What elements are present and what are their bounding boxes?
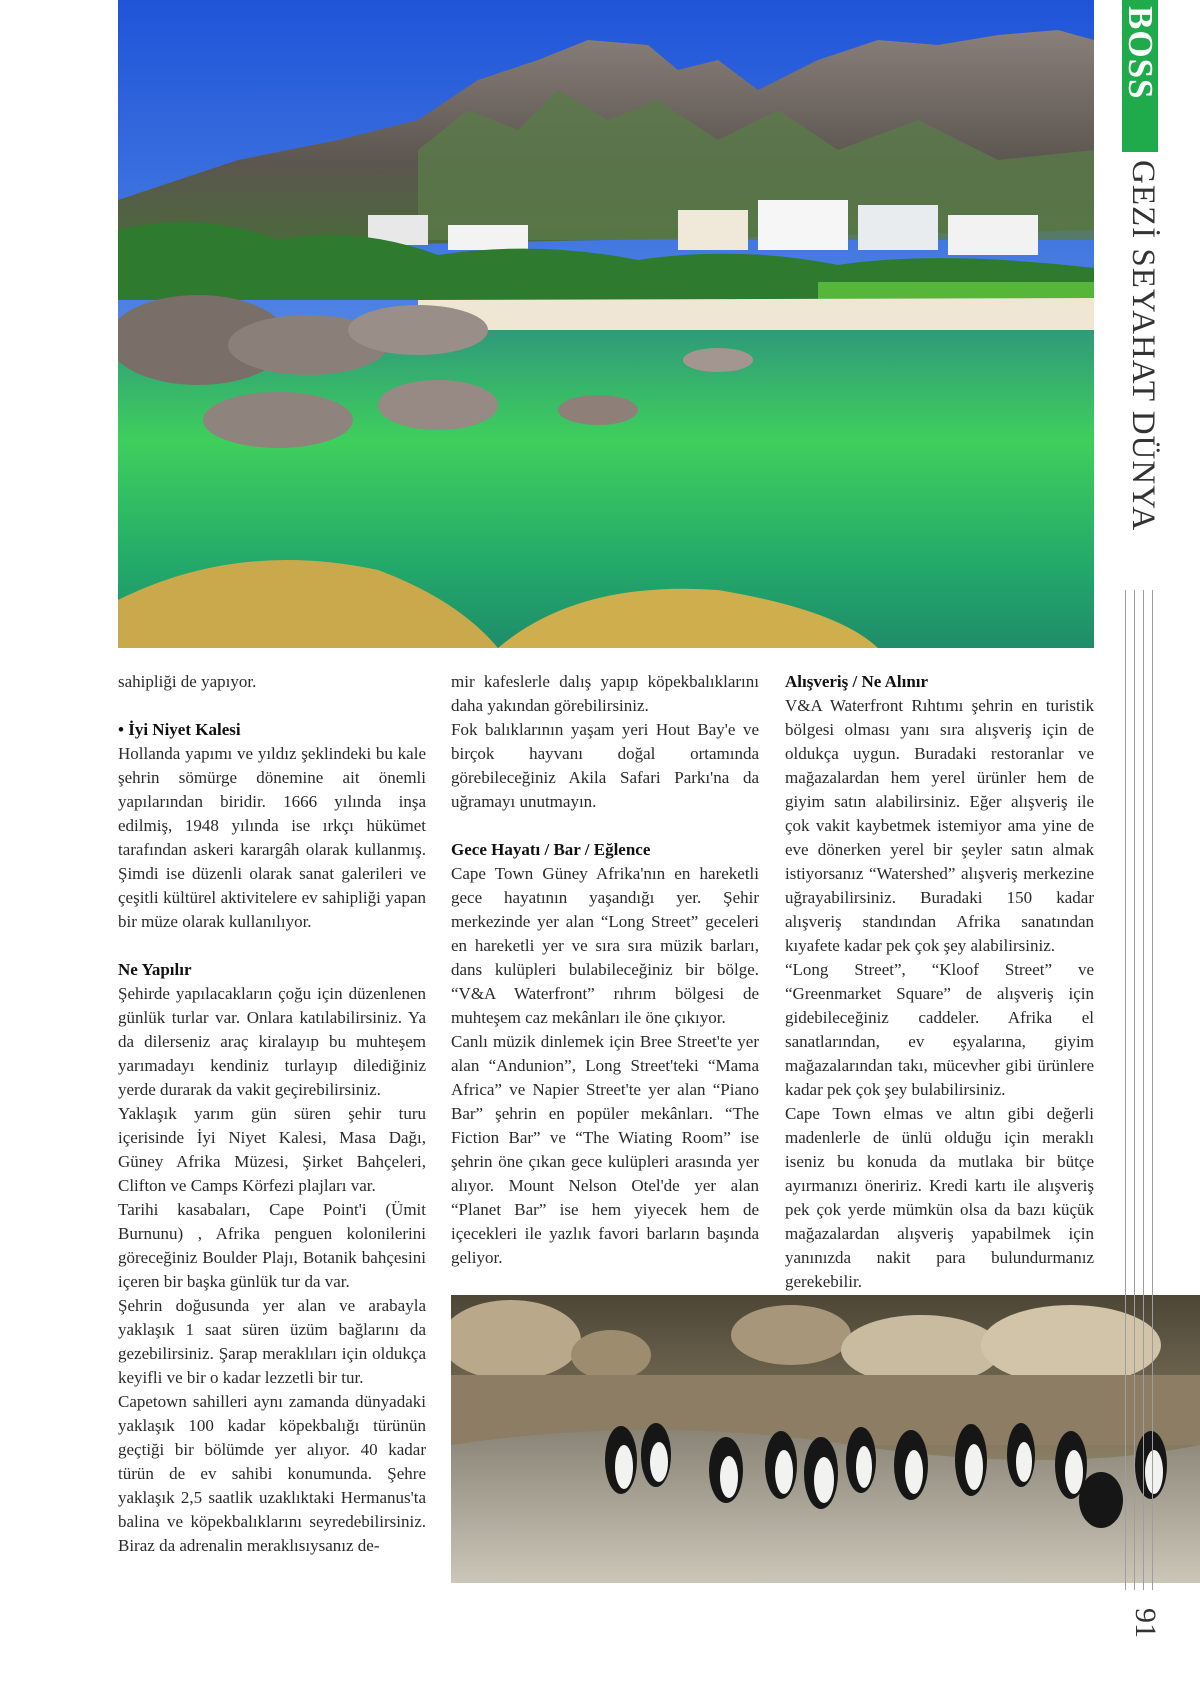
divider-line	[1134, 590, 1135, 1590]
divider-line	[1125, 590, 1126, 1590]
paragraph: Fok balıklarının yaşam yeri Hout Bay'e ve birçok hayvanı doğal ortamında görebileceğiniz Akila Safari Parkı'na da uğramayı unutmayın.	[451, 720, 759, 811]
heading-castle: • İyi Niyet Kalesi	[118, 720, 241, 739]
heading-todo: Ne Yapılır	[118, 960, 192, 979]
paragraph: Capetown sahilleri aynı zamanda dünyadaki yaklaşık 100 kadar köpekbalığı türünün geçtiği bir bölümde yer alıyor. 40 kadar türün de ev sahibi konumunda. Şehre yaklaşık 2,5 saatlik uzaklıktaki Hermanus'ta balina ve köpekbalıklarını seyredebilirsiniz. Biraz da adrenalin meraklısıysanız de-	[118, 1392, 426, 1555]
penguins-illustration	[451, 1295, 1200, 1583]
paragraph: Cape Town elmas ve altın gibi değerli madenlerle de ünlü olduğu için meraklı iseniz bu konuda da mutlaka bir bütçe ayırmanızı öneririz. Kredi kartı ile alışveriş pek çok yerde mümkün olsa da bazı küçük mağazalardan alışveriş yapabilmek için yanınızda nakit para bulundurmanız gerekebilir.	[785, 1104, 1094, 1291]
page-number	[1130, 1606, 1160, 1640]
paragraph: sahipliği de yapıyor.	[118, 672, 257, 691]
sidebar	[1122, 0, 1167, 1689]
divider-line	[1143, 590, 1144, 1590]
paragraph: Yaklaşık yarım gün süren şehir turu içerisinde İyi Niyet Kalesi, Masa Dağı, Güney Afrika Müzesi, Şirket Bahçeleri, Clifton ve Camps Körfezi plajları var.	[118, 1104, 426, 1195]
camps-bay-photo	[118, 0, 1094, 648]
column-1	[118, 670, 426, 1558]
column-3	[785, 670, 1094, 1294]
penguins-photo	[451, 1295, 1200, 1583]
brand-block	[1122, 0, 1158, 152]
paragraph: mir kafeslerle dalış yapıp köpekbalıklarını daha yakından görebilirsiniz.	[451, 672, 759, 715]
column-2	[451, 670, 759, 1270]
paragraph: Tarihi kasabaları, Cape Point'i (Ümit Burnunu) , Afrika penguen kolonilerini göreceğiniz Boulder Plajı, Botanik bahçesini içeren bir başka günlük tur da var.	[118, 1200, 426, 1291]
paragraph: Şehrin doğusunda yer alan ve arabayla yaklaşık 1 saat süren üzüm bağlarını da gezebilirsiniz. Şarap meraklıları için oldukça keyifli ve bir o kadar lezzetli bir tur.	[118, 1296, 426, 1387]
camps-bay-illustration	[118, 0, 1094, 648]
divider-line	[1152, 590, 1153, 1590]
paragraph: Canlı müzik dinlemek için Bree Street'te yer alan “Andunion”, Long Street'teki “Mama Africa” ve Napier Street'te yer alan “Piano Bar” şehrin en popüler mekânları. “The Fiction Bar” ve “The Wiating Room” ise şehrin öne çıkan gece kulüpleri arasında yer alıyor. Mount Nelson Otel'de yer alan “Planet Bar” ise hem yiyecek hem de içecekleri ile yazlık favori barların başında geliyor.	[451, 1032, 759, 1267]
paragraph: Hollanda yapımı ve yıldız şeklindeki bu kale şehrin sömürge dönemine ait önemli yapılarından biridir. 1666 yılında inşa edilmiş, 1948 yılında ise ırkçı hükümet tarafından askeri karargâh olarak kullanmış. Şimdi ise düzenli olarak sanat galerileri ve çeşitli kültürel aktivitelere ev sahipliği yapan bir müze olarak kullanılıyor.	[118, 744, 426, 931]
paragraph: Şehirde yapılacakların çoğu için düzenlenen günlük turlar var. Onlara katılabilirsiniz. Ya da dilerseniz araç kiralayıp bu muhteşem yarımadayı kendiniz turlayıp dilediğiniz yerde durarak da vakit geçirebilirsiniz.	[118, 984, 426, 1099]
brand-logo: BOSS	[1121, 6, 1160, 100]
heading-nightlife: Gece Hayatı / Bar / Eğlence	[451, 840, 651, 859]
page-number-text: 91	[1129, 1608, 1162, 1638]
paragraph: Cape Town Güney Afrika'nın en hareketli gece hayatının yaşandığı yer. Şehir merkezinde yer alan “Long Street” geceleri en hareketli yer ve sıra sıra müzik barları, dans kulüpleri bulabileceğiniz bir bölge. “V&A Waterfront” rıhrım bölgesi de muhteşem caz mekânları ile öne çıkıyor.	[451, 864, 759, 1027]
heading-shopping: Alışveriş / Ne Alınır	[785, 672, 929, 691]
section-title: GEZİ SEYAHAT DÜNYA	[1125, 160, 1161, 532]
paragraph: “Long Street”, “Kloof Street” ve “Greenmarket Square” de alışveriş için gidebileceğiniz caddeler. Afrika el sanatlarından, ev eşyalarına, giyim mağazalarından takı, mücevher gibi ürünlere kadar pek çok şey bulabilirsiniz.	[785, 960, 1094, 1099]
paragraph: V&A Waterfront Rıhtımı şehrin en turistik bölgesi olması yanı sıra alışveriş için de oldukça uygun. Buradaki restoranlar ve mağazalardan hem yerel ürünler hem de giyim satın alabilirsiniz. Eğer alışveriş ile çok vakit kaybetmek istemiyor ama yine de eve dönerken yerel bir şeyler satın almak istiyorsanız “Watershed” alışveriş merkezine uğrayabilirsiniz. Buradaki 150 kadar alışveriş standından Afrika sanatından kıyafete kadar pek çok şey alabilirsiniz.	[785, 696, 1094, 955]
